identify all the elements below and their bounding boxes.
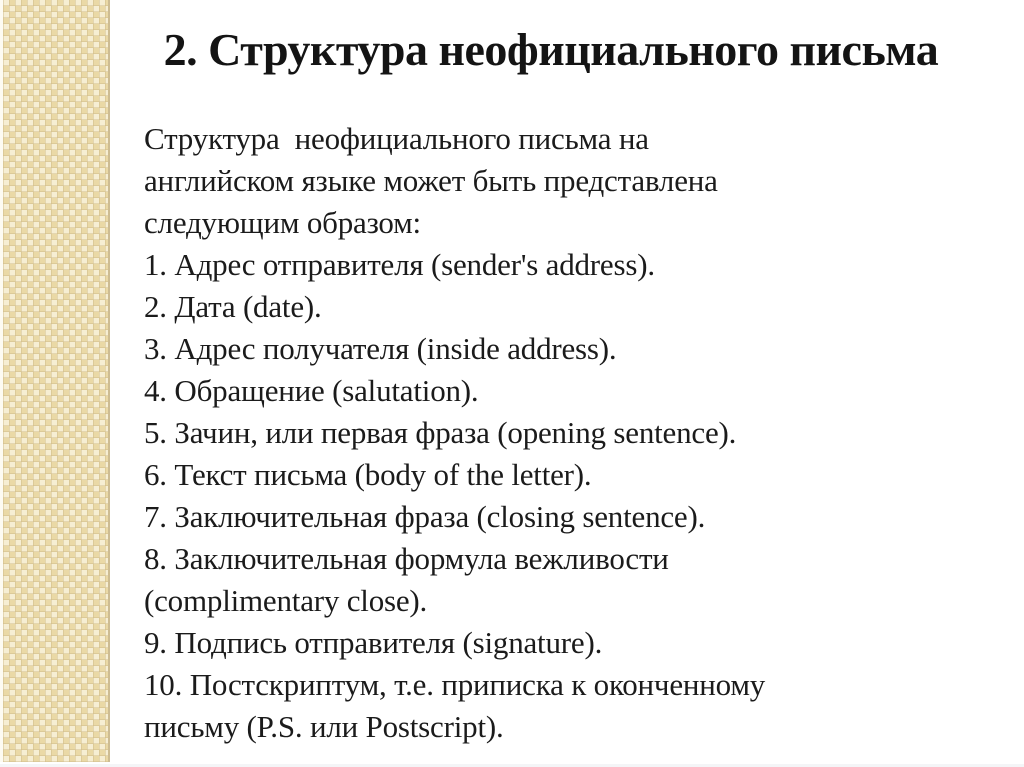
body-line-list-item: 7. Заключительная фраза (closing sentence). xyxy=(144,499,706,534)
body-line-list-item: 4. Обращение (salutation). xyxy=(144,373,479,408)
slide-content-area xyxy=(112,0,1024,764)
body-line-list-item: 6. Текст письма (body of the letter). xyxy=(144,457,592,492)
body-line: английском языке может быть представлена xyxy=(144,163,718,198)
body-line-list-item: 1. Адрес отправителя (sender's address). xyxy=(144,247,655,282)
slide-body-text xyxy=(144,118,1014,748)
slide-title: 2. Структура неофициального письма xyxy=(163,24,939,75)
body-line-list-item: 2. Дата (date). xyxy=(144,289,322,324)
body-line-list-item: 5. Зачин, или первая фраза (opening sentence). xyxy=(144,415,737,450)
body-line-continuation: (complimentary close). xyxy=(144,583,428,618)
body-line-list-item: 9. Подпись отправителя (signature). xyxy=(144,625,603,660)
decorative-left-border-strip xyxy=(0,0,110,762)
body-line: следующим образом: xyxy=(144,205,421,240)
body-line-list-item: 3. Адрес получателя (inside address). xyxy=(144,331,617,366)
body-line-continuation: письму (P.S. или Postscript). xyxy=(144,709,504,744)
body-line-list-item: 10. Постскриптум, т.е. приписка к оконченному xyxy=(144,667,766,702)
body-line: Структура неофициального письма на xyxy=(144,121,649,156)
body-line-list-item: 8. Заключительная формула вежливости xyxy=(144,541,669,576)
